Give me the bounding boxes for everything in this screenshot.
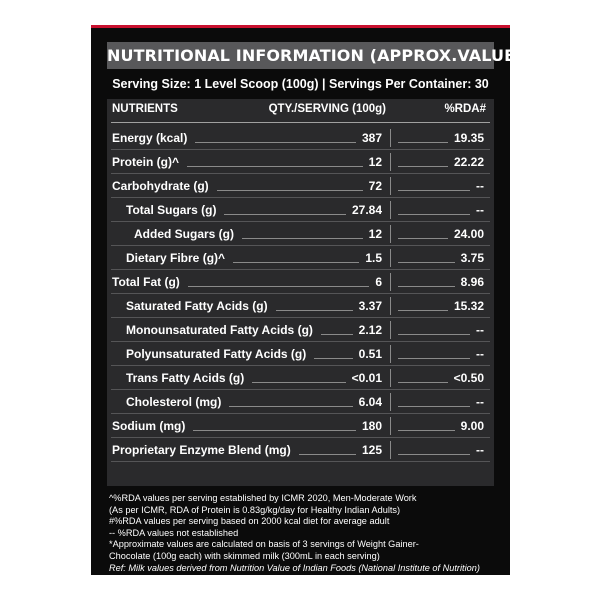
table-row bbox=[107, 174, 494, 198]
leader-line-rda bbox=[398, 166, 448, 167]
table-row bbox=[107, 342, 494, 366]
column-divider bbox=[390, 273, 391, 291]
nutrient-rda: 19.35 bbox=[453, 131, 484, 145]
table-row bbox=[107, 198, 494, 222]
nutrient-rda: <0.50 bbox=[453, 371, 484, 385]
leader-line-rda bbox=[398, 214, 470, 215]
column-divider bbox=[390, 201, 391, 219]
leader-line bbox=[233, 262, 359, 263]
header-divider bbox=[111, 122, 490, 123]
leader-line-rda bbox=[398, 190, 470, 191]
column-divider bbox=[390, 393, 391, 411]
footnote-line: #%RDA values per serving based on 2000 kcal diet for average adult bbox=[109, 516, 390, 527]
leader-line bbox=[276, 310, 353, 311]
footnote-line: *Approximate values are calculated on basis of 3 servings of Weight Gainer- bbox=[109, 539, 419, 550]
footnote-line: (As per ICMR, RDA of Protein is 0.83g/kg/day for Healthy Indian Adults) bbox=[109, 504, 401, 515]
nutrient-rda: -- bbox=[476, 443, 484, 457]
nutrient-name: Proprietary Enzyme Blend (mg) bbox=[112, 443, 291, 457]
footnote-line: ^%RDA values per serving established by ICMR 2020, Men-Moderate Work bbox=[109, 493, 417, 503]
nutrient-rda: -- bbox=[476, 347, 484, 361]
row-divider bbox=[111, 461, 490, 462]
nutrient-rda: 22.22 bbox=[453, 155, 484, 169]
nutrient-qty: <0.01 bbox=[351, 371, 382, 385]
nutrient-rda: -- bbox=[476, 203, 484, 217]
column-divider bbox=[390, 441, 391, 459]
table-row bbox=[107, 270, 494, 294]
nutrition-table bbox=[107, 99, 494, 486]
column-divider bbox=[390, 369, 391, 387]
leader-line-rda bbox=[398, 358, 470, 359]
nutrient-name: Dietary Fibre (g)^ bbox=[126, 251, 226, 265]
table-row bbox=[107, 294, 494, 318]
nutrient-qty: 180 bbox=[361, 419, 382, 433]
column-divider bbox=[390, 297, 391, 315]
column-divider bbox=[390, 345, 391, 363]
leader-line-rda bbox=[398, 334, 470, 335]
nutrient-qty: 12 bbox=[368, 227, 382, 241]
leader-line-rda bbox=[398, 238, 448, 239]
leader-line bbox=[217, 190, 363, 191]
nutrient-qty: 27.84 bbox=[351, 203, 382, 217]
nutrient-qty: 2.12 bbox=[358, 323, 382, 337]
leader-line-rda bbox=[398, 262, 455, 263]
nutrient-qty: 6 bbox=[375, 275, 382, 289]
nutrition-panel bbox=[91, 25, 541, 575]
panel-title: NUTRITIONAL INFORMATION (APPROX.VALUES): bbox=[107, 42, 494, 69]
nutrient-qty: 6.04 bbox=[358, 395, 382, 409]
leader-line bbox=[187, 166, 363, 167]
leader-line-rda bbox=[398, 142, 448, 143]
leader-line-rda bbox=[398, 430, 455, 431]
nutrient-name: Cholesterol (mg) bbox=[126, 395, 222, 409]
footnote-line: Chocolate (100g each) with skimmed milk (300mL in each serving) bbox=[109, 550, 380, 561]
column-divider bbox=[390, 153, 391, 171]
leader-line-rda bbox=[398, 406, 470, 407]
leader-line bbox=[299, 454, 356, 455]
table-row bbox=[107, 438, 494, 462]
table-row bbox=[107, 150, 494, 174]
leader-line bbox=[314, 358, 353, 359]
header-nutrients: NUTRIENTS bbox=[112, 103, 178, 115]
leader-line bbox=[224, 214, 346, 215]
nutrient-qty: 1.5 bbox=[365, 251, 382, 265]
leader-line bbox=[188, 286, 369, 287]
column-divider bbox=[390, 225, 391, 243]
leader-line-rda bbox=[398, 382, 448, 383]
table-row bbox=[107, 390, 494, 414]
table-header bbox=[107, 99, 494, 119]
nutrient-rda: -- bbox=[476, 323, 484, 337]
nutrient-name: Saturated Fatty Acids (g) bbox=[126, 299, 268, 313]
nutrient-rda: -- bbox=[476, 179, 484, 193]
leader-line-rda bbox=[398, 286, 455, 287]
nutrient-rda: 8.96 bbox=[460, 275, 484, 289]
nutrient-name: Polyunsaturated Fatty Acids (g) bbox=[126, 347, 307, 361]
leader-line bbox=[193, 430, 356, 431]
table-row bbox=[107, 318, 494, 342]
nutrient-name: Total Fat (g) bbox=[112, 275, 180, 289]
footnote-line: -- %RDA values not established bbox=[109, 527, 239, 538]
leader-line bbox=[242, 238, 363, 239]
table-row bbox=[107, 366, 494, 390]
table-row bbox=[107, 246, 494, 270]
column-divider bbox=[390, 249, 391, 267]
nutrient-name: Energy (kcal) bbox=[112, 131, 188, 145]
nutrient-name: Added Sugars (g) bbox=[134, 227, 235, 241]
leader-line bbox=[195, 142, 356, 143]
nutrient-name: Sodium (mg) bbox=[112, 419, 186, 433]
column-divider bbox=[390, 417, 391, 435]
leader-line bbox=[229, 406, 353, 407]
leader-line-rda bbox=[398, 310, 448, 311]
leader-line bbox=[321, 334, 353, 335]
nutrient-rda: 9.00 bbox=[460, 419, 484, 433]
nutrient-name: Total Sugars (g) bbox=[126, 203, 217, 217]
nutrient-rda: 15.32 bbox=[453, 299, 484, 313]
nutrient-qty: 0.51 bbox=[358, 347, 382, 361]
footnote-reference: Ref: Milk values derived from Nutrition Value of Indian Foods (National Institute of Nutrition) bbox=[109, 562, 480, 573]
column-divider bbox=[390, 129, 391, 147]
nutrient-qty: 3.37 bbox=[358, 299, 382, 313]
header-qty: QTY./SERVING (100g) bbox=[268, 103, 386, 115]
leader-line bbox=[252, 382, 346, 383]
table-row bbox=[107, 414, 494, 438]
nutrient-rda: 24.00 bbox=[453, 227, 484, 241]
footnotes bbox=[109, 493, 504, 574]
column-divider bbox=[390, 177, 391, 195]
nutrient-qty: 387 bbox=[361, 131, 382, 145]
column-divider bbox=[390, 321, 391, 339]
nutrient-name: Carbohydrate (g) bbox=[112, 179, 209, 193]
table-row bbox=[107, 126, 494, 150]
header-rda: %RDA# bbox=[444, 103, 486, 115]
nutrient-name: Monounsaturated Fatty Acids (g) bbox=[126, 323, 313, 337]
serving-info: Serving Size: 1 Level Scoop (100g) | Servings Per Container: 30 bbox=[112, 77, 489, 91]
nutrient-rda: 3.75 bbox=[460, 251, 484, 265]
leader-line-rda bbox=[398, 454, 470, 455]
nutrient-name: Trans Fatty Acids (g) bbox=[126, 371, 245, 385]
table-row bbox=[107, 222, 494, 246]
nutrient-qty: 125 bbox=[361, 443, 382, 457]
nutrient-rda: -- bbox=[476, 395, 484, 409]
nutrient-name: Protein (g)^ bbox=[112, 155, 180, 169]
table-rows bbox=[107, 126, 494, 462]
nutrient-qty: 72 bbox=[368, 179, 382, 193]
nutrient-qty: 12 bbox=[368, 155, 382, 169]
